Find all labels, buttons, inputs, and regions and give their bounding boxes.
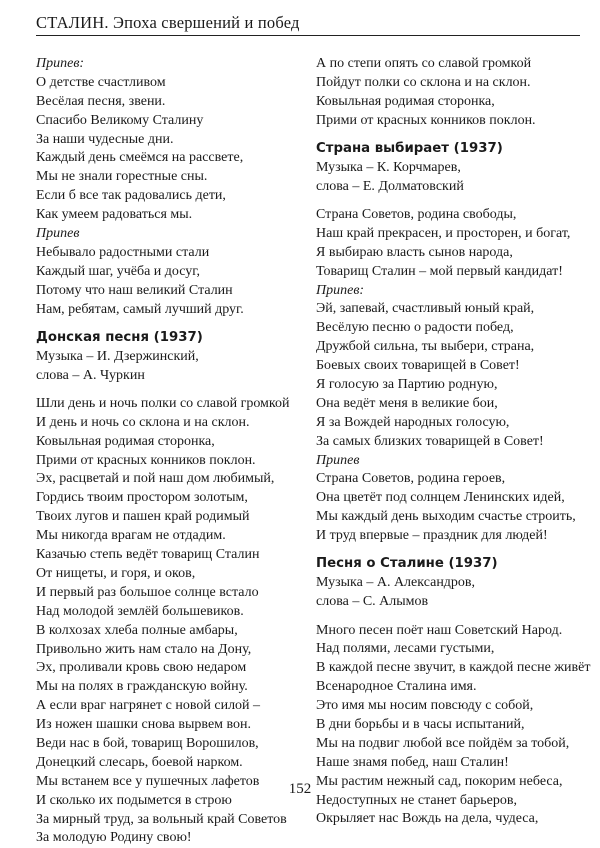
page-number: 152: [288, 781, 312, 797]
poem-line: А по степи опять со славой громкой: [316, 56, 532, 71]
poem-line: Окрыляет нас Вождь на дела, чудеса,: [316, 811, 539, 827]
song-credit: Музыка – А. Александров,: [316, 575, 476, 591]
poem-line: И день и ночь со склона и на склон.: [36, 414, 250, 430]
poem-line: Донецкий слесарь, боевой нарком.: [36, 754, 243, 770]
song-credit: Музыка – И. Дзержинский,: [36, 348, 199, 364]
right-column: [316, 55, 591, 829]
poem-line: Много песен поёт наш Советский Народ.: [316, 622, 563, 638]
poem-line: Ковыльная родимая сторонка,: [36, 433, 215, 449]
poem-line: Мы на полях в гражданскую войну.: [36, 679, 248, 695]
poem-line: Мы встанем все у пушечных лафетов: [36, 773, 260, 789]
poem-line: Весёлую песню о радости побед,: [316, 320, 514, 336]
poem-line: За молодую Родину свою!: [36, 830, 192, 846]
poem-line: А если враг нагрянет с новой силой –: [36, 698, 261, 714]
poem-line: Прими от красных конников поклон.: [36, 452, 256, 468]
song-title: Донская песня (1937): [36, 329, 203, 345]
poem-line: Страна Советов, родина свободы,: [316, 207, 517, 223]
poem-line: Припев: [36, 226, 80, 242]
poem-line: Гордись твоим простором золотым,: [36, 490, 248, 506]
poem-line: За мирный труд, за вольный край Советов: [36, 811, 287, 827]
poem-line: Боевых своих товарищей в Совет!: [316, 358, 520, 374]
poem-line: Всенародное Сталина имя.: [316, 679, 477, 695]
poem-line: В каждой песне звучит, в каждой песне живёт: [316, 660, 591, 676]
poem-line: Каждый шаг, учёба и досуг,: [36, 263, 200, 279]
poem-line: Нам, ребятам, самый лучший друг.: [36, 301, 244, 317]
page-header: [36, 13, 580, 37]
poem-line: Она ведёт меня в великие бои,: [316, 395, 498, 411]
poem-line: Шли день и ночь полки со славой громкой: [36, 395, 290, 411]
poem-line: И сколько их подымется в строю: [36, 792, 232, 808]
poem-line: За наши чудесные дни.: [36, 131, 174, 147]
header-rule: [36, 35, 580, 36]
poem-line: Ковыльная родимая сторонка,: [316, 93, 495, 109]
poem-line: Недоступных не станет барьеров,: [316, 792, 517, 808]
poem-line: Потому что наш великий Сталин: [36, 282, 233, 298]
poem-line: Казачью степь ведёт товарищ Сталин: [36, 547, 260, 563]
poem-line: Я выбираю власть сынов народа,: [316, 244, 513, 260]
poem-line: О детстве счастливом: [36, 74, 166, 90]
poem-line: Мы каждый день выходим счастье строить,: [316, 509, 576, 525]
song-credit: слова – С. Алымов: [316, 594, 429, 610]
poem-line: Пойдут полки со склона и на склон.: [316, 74, 531, 90]
poem-line: Припев:: [316, 282, 365, 298]
left-column: [36, 55, 318, 848]
poem-line: Если б все так радовались дети,: [36, 188, 226, 204]
poem-line: От нищеты, и горя, и оков,: [36, 565, 196, 581]
song-credit: слова – Е. Долматовский: [316, 178, 464, 194]
poem-line: Над полями, лесами густыми,: [316, 641, 495, 657]
poem-line: Дружбой сильна, ты выбери, страна,: [316, 339, 535, 355]
poem-line: Веди нас в бой, товарищ Ворошилов,: [36, 735, 259, 751]
poem-line: Наше знамя побед, наш Сталин!: [316, 754, 509, 770]
song-credit: Музыка – К. Корчмарев,: [316, 159, 461, 175]
poem-line: Мы на подвиг любой все пойдём за тобой,: [316, 735, 570, 751]
poem-line: Из ножен шашки снова вырвем вон.: [36, 717, 252, 733]
poem-line: Твоих лугов и пашен край родимый: [36, 509, 250, 525]
song-title: Песня о Сталине (1937): [316, 556, 498, 572]
poem-line: Эх, расцветай и пой наш дом любимый,: [36, 471, 275, 487]
song-credit: слова – А. Чуркин: [36, 367, 145, 383]
poem-line: Припев:: [36, 56, 85, 71]
poem-line: Небывало радостными стали: [36, 244, 210, 260]
poem-line: И первый раз большое солнце встало: [36, 584, 259, 600]
poem-line: Страна Советов, родина героев,: [316, 471, 506, 487]
poem-line: Эх, проливали кровь свою недаром: [36, 660, 247, 676]
poem-line: Мы не знали горестные сны.: [36, 169, 208, 185]
poem-line: В колхозах хлеба полные амбары,: [36, 622, 238, 638]
poem-line: И труд впервые – праздник для людей!: [316, 528, 548, 544]
poem-line: В дни борьбы и в часы испытаний,: [316, 716, 525, 732]
poem-line: Припев: [316, 452, 360, 468]
poem-line: Это имя мы носим повсюду с собой,: [316, 698, 534, 714]
poem-line: За самых близких товарищей в Совет!: [316, 433, 544, 449]
poem-line: Привольно жить нам стало на Дону,: [36, 641, 252, 657]
poem-line: Она цветёт под солнцем Ленинских идей,: [316, 490, 565, 506]
song-title: Страна выбирает (1937): [316, 140, 503, 156]
poem-line: Товарищ Сталин – мой первый кандидат!: [316, 263, 563, 279]
poem-line: Над молодой землёй большевиков.: [36, 603, 244, 619]
running-title: СТАЛИН. Эпоха свершений и побед: [36, 13, 300, 32]
poem-line: Эй, запевай, счастливый юный край,: [316, 301, 535, 317]
poem-line: Я голосую за Партию родную,: [316, 377, 498, 393]
poem-line: Прими от красных конников поклон.: [316, 112, 536, 128]
poem-line: Как умеем радоваться мы.: [36, 207, 193, 223]
poem-line: Мы никогда врагам не отдадим.: [36, 528, 226, 544]
poem-line: Спасибо Великому Сталину: [36, 112, 204, 128]
poem-line: Каждый день смеёмся на рассвете,: [36, 150, 244, 166]
poem-line: Наш край прекрасен, и просторен, и богат,: [316, 225, 571, 241]
poem-line: Мы растим нежный сад, покорим небеса,: [316, 773, 563, 789]
poem-line: Я за Вождей народных голосую,: [316, 414, 510, 430]
poem-line: Весёлая песня, звени.: [36, 93, 166, 109]
